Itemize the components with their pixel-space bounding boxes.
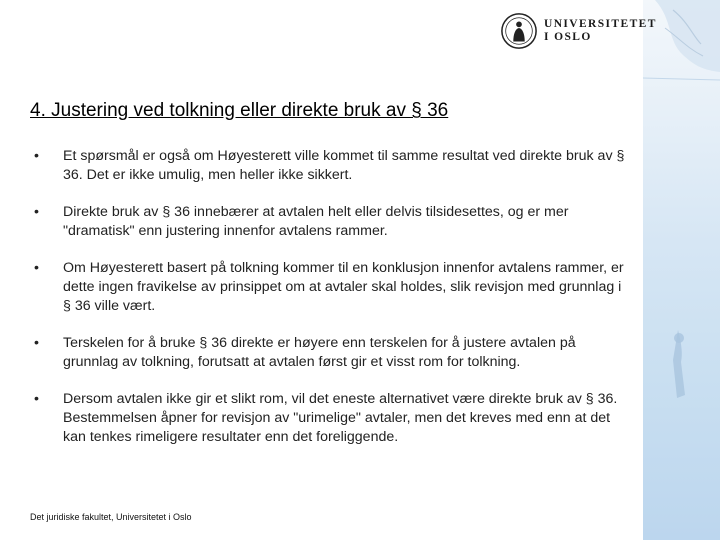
bullet-icon: • xyxy=(34,148,39,164)
bullet-text: Om Høyesterett basert på tolkning kommer til en konklusjon innenfor avtalens rammer, er dette ingen fravikelse av prinsippet om at avtaler skal holdes, slik revisjon med grunnlag i § 36 ville vært. xyxy=(63,260,624,314)
bullet-icon: • xyxy=(34,391,39,407)
bullet-text: Et spørsmål er også om Høyesterett ville kommet til samme resultat ved direkte bruk av § 36. Det er ikke umulig, men heller ikke sikkert. xyxy=(63,148,625,183)
bullet-item xyxy=(30,203,630,241)
bullet-text: Dersom avtalen ikke gir et slikt rom, vil det eneste alternativet være direkte bruk av § 36. Bestemmelsen åpner for revisjon av "urimelige" avtaler, men det kreves med enn at det kan tenkes rimeligere resultater enn det foreliggende. xyxy=(63,391,618,445)
bullet-text: Direkte bruk av § 36 innebærer at avtalen helt eller delvis tilsidesettes, og er mer "dramatisk" enn justering innenfor avtalens rammer. xyxy=(63,204,569,239)
university-logo xyxy=(500,12,657,50)
bullet-icon: • xyxy=(34,260,39,276)
bullet-text: Terskelen for å bruke § 36 direkte er høyere enn terskelen for å justere avtalen på grunnlag av tolkning, forutsatt at avtalen først gir et visst rom for tolkning. xyxy=(63,335,576,370)
footer-text: Det juridiske fakultet, Universitetet i Oslo xyxy=(30,512,192,522)
slide-title: 4. Justering ved tolkning eller direkte bruk av § 36 xyxy=(30,100,449,121)
bullet-icon: • xyxy=(34,335,39,351)
logo-line-1: UNIVERSITETET xyxy=(544,18,657,30)
bullet-item xyxy=(30,147,630,185)
bullet-icon: • xyxy=(34,204,39,220)
bullet-list xyxy=(30,147,630,447)
bullet-item xyxy=(30,390,630,447)
logo-line-2: I OSLO xyxy=(544,31,592,43)
apollo-statue-decoration xyxy=(643,0,720,540)
university-seal-icon xyxy=(500,12,538,50)
bullet-item xyxy=(30,334,630,372)
bullet-item xyxy=(30,259,630,316)
side-decoration-panel xyxy=(643,0,720,540)
